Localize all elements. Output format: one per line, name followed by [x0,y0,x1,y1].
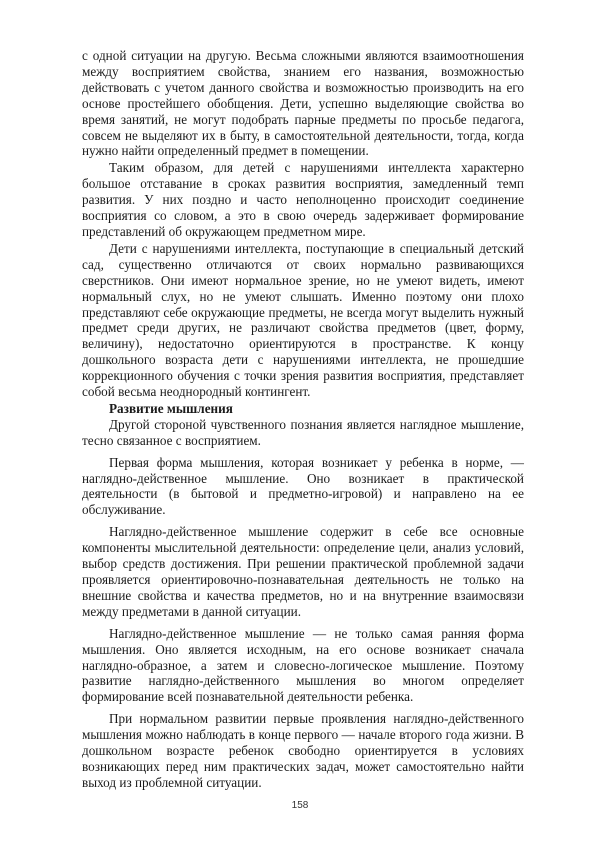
paragraph-continued: с одной ситуации на другую. Весьма сложными являются взаимоотношения между восприятием свойства, знанием его названия, возможностью действовать с учетом данного свойства и возможностью производить на его основе простейшего обобщения. Дети, успешно выделяющие свойства во время занятий, не могут подобрать парные предметы по просьбе педагога, совсем не выделяют их в быту, в самостоятельной деятельности, тогда, когда нужно найти определенный предмет в помещении. [82,48,524,159]
paragraph: Первая форма мышления, которая возникает у ребенка в норме, — наглядно-действенное мышление. Оно возникает в практической деятельности (в бытовой и предметно-игровой) и направлено на ее обслуживание. [82,454,524,518]
paragraph: Дети с нарушениями интеллекта, поступающие в специальный детский сад, существенно отличаются от своих нормально развивающихся сверстников. Они имеют нормальное зрение, но не умеют видеть, имеют нормальный слух, но не умеют слышать. Именно поэтому они плохо представляют себе окружающие предметы, не всегда могут выделить нужный предмет среди других, не различают свойства предметов (цвет, форму, величину), недостаточно ориентируются в пространстве. К концу дошкольного возраста дети с нарушениями интеллекта, не прошедшие коррекционного обучения с точки зрения развития восприятия, представляет собой весьма неоднородный контингент. [82,240,524,400]
paragraph: При нормальном развитии первые проявления наглядно-действенного мышления можно наблюдать в конце первого — начале второго года жизни. В дошкольном возрасте ребенок свободно ориентируется в условиях возникающих перед ним практических задач, может самостоятельно найти выход из проблемной ситуации. [82,711,524,790]
paragraph: Другой стороной чувственного познания является наглядное мышление, тесно связанное с восприятием. [82,416,524,448]
paragraph: Таким образом, для детей с нарушениями интеллекта характерно большое отставание в сроках развития восприятия, замедленный темп развития. У них поздно и часто неполноценно происходит соединение восприятия со словом, а это в свою очередь задерживает формирование представлений об окружающем предметном мире. [82,160,524,239]
page-number: 158 [291,800,309,811]
paragraph: Наглядно-действенное мышление содержит в себе все основные компоненты мыслительной деятельности: определение цели, анализ условий, выбор средств достижения. При решении практической проблемной задачи проявляется ориентировочно-познавательная деятельность не только на внешние свойства и качества предметов, но и на внутренние взаимосвязи между предметами в данной ситуации. [82,524,524,619]
paragraph: Наглядно-действенное мышление — не только самая ранняя форма мышления. Оно является исходным, на его основе возникает сначала наглядно-образное, а затем и словесно-логическое мышление. Поэтому развитие наглядно-действенного мышления во многом определяет формирование всей познавательной деятельности ребенка. [82,625,524,705]
section-heading: Развитие мышления [109,400,233,416]
